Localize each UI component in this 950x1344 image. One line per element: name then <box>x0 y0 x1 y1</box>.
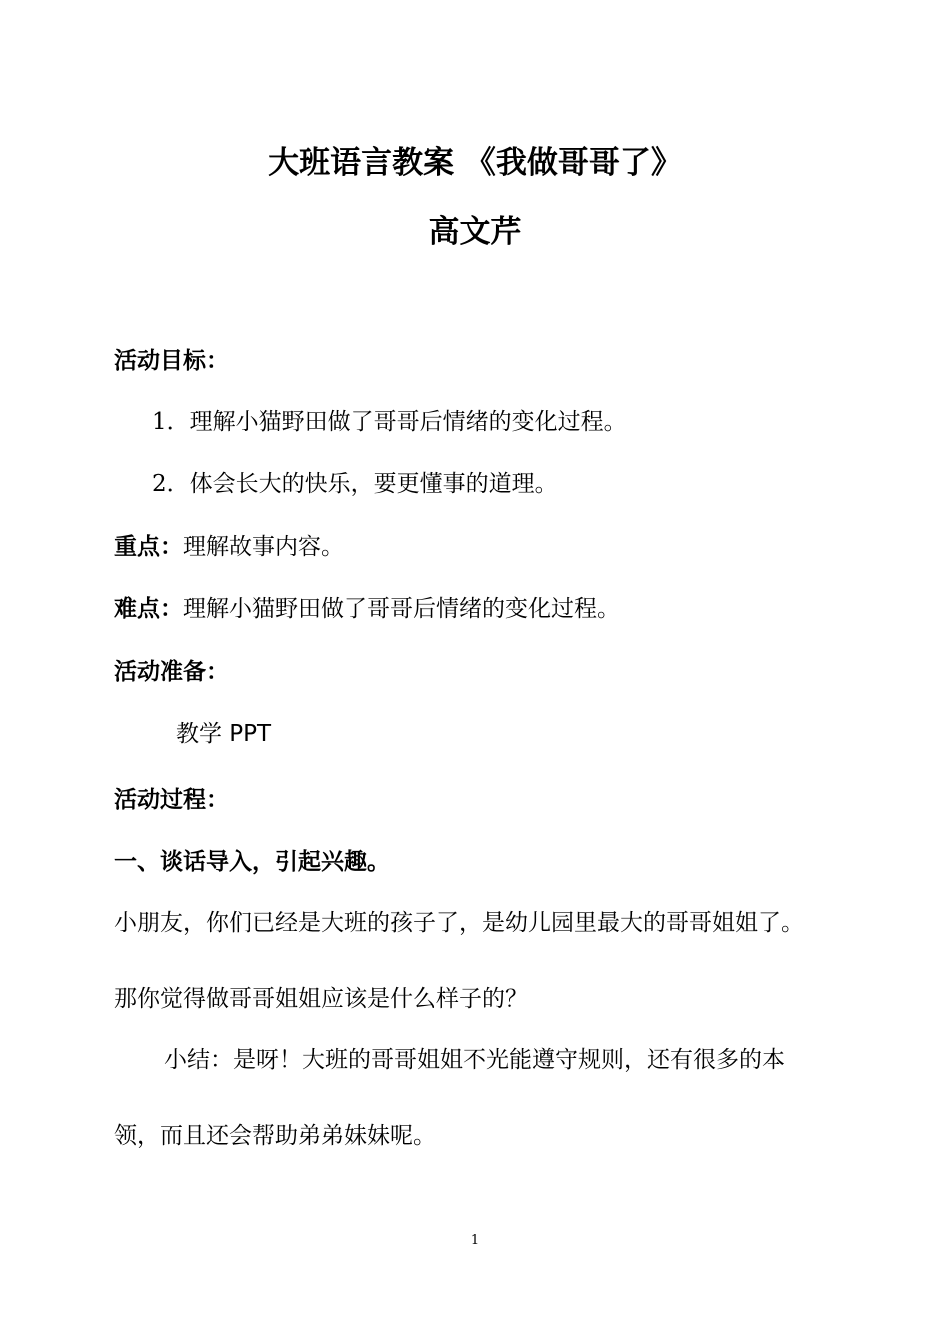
page-number: 1 <box>470 1233 480 1248</box>
paragraph-1-line-2: 那你觉得做哥哥姐姐应该是什么样子的？ <box>114 986 528 1012</box>
goal-item-2: 2．体会长大的快乐，要更懂事的道理。 <box>152 471 558 497</box>
paragraph-1-line-1: 小朋友，你们已经是大班的孩子了，是幼儿园里最大的哥哥姐姐了。 <box>114 910 804 936</box>
document-title: 大班语言教案 《我做哥哥了》 <box>268 145 682 181</box>
goal-item-1: 1．理解小猫野田做了哥哥后情绪的变化过程。 <box>152 409 627 435</box>
preparation-heading: 活动准备： <box>114 659 229 685</box>
section-1-heading: 一、谈话导入，引起兴趣。 <box>114 849 390 875</box>
difficulty-point <box>114 593 620 625</box>
key-point-text: 理解故事内容。 <box>183 534 344 560</box>
goals-heading: 活动目标： <box>114 348 229 374</box>
process-heading: 活动过程： <box>114 787 229 813</box>
document-author: 高文芹 <box>428 214 522 250</box>
difficulty-text: 理解小猫野田做了哥哥后情绪的变化过程。 <box>183 596 620 622</box>
key-point-label: 重点： <box>114 534 183 560</box>
summary-line-1: 小结：是呀！大班的哥哥姐姐不光能遵守规则，还有很多的本 <box>164 1047 785 1073</box>
preparation-item: 教学 PPT <box>176 721 272 747</box>
summary-line-2: 领，而且还会帮助弟弟妹妹呢。 <box>114 1123 436 1149</box>
key-point <box>114 531 344 563</box>
difficulty-label: 难点： <box>114 596 183 622</box>
